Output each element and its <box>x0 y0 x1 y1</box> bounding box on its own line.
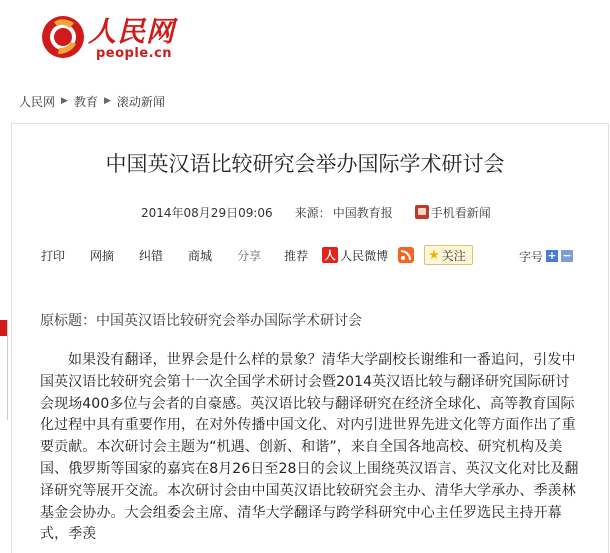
breadcrumb-separator-icon: ▶ <box>61 96 68 106</box>
font-increase-button[interactable]: + <box>547 249 557 262</box>
side-float-tab[interactable] <box>0 320 8 420</box>
breadcrumb-separator-icon: ▶ <box>103 96 111 106</box>
star-icon: ★ <box>428 247 440 263</box>
mobile-news-icon <box>415 205 429 219</box>
weibo-share-button[interactable] <box>322 247 388 264</box>
logo-chinese-text[interactable]: 人民网 <box>88 15 176 48</box>
mall-button[interactable]: 商城 <box>188 248 213 263</box>
logo-english-text[interactable]: people.cn <box>96 46 173 61</box>
article-datetime: 2014年08月29日09:06 <box>141 205 273 220</box>
article-paragraph: 如果没有翻译，世界会是什么样的景象？清华大学副校长谢维和一番追问，引发中国英汉语比较研究会第十一次全国学术研讨会暨2014英汉语比较与翻译研究国际研讨会现场400多位与会者的自豪感。英汉语比较与翻译研究在经济全球化、高等教育国际化过程中具有重要作用，在对外传播中国文化、对内引进世界先进文化等方面作出了重要贡献。本次研讨会主题为“机遇、创新、和谐”，来自全国各地高校、研究机构及美国、俄罗斯等国家的嘉宾在8月26日至28日的会议上围绕英汉语言、英汉文化对比及翻译研究等展开交流。本次研讨会由中国英汉语比较研究会主办、清华大学承办、季羡林基金会协办。大会组委会主席、清华大学翻译与跨学科研究中心主任罗选民主持开幕式，季羡 <box>40 352 579 543</box>
breadcrumb-item-home[interactable]: 人民网 <box>19 94 56 109</box>
article-title: 中国英汉语比较研究会举办国际学术研讨会 <box>105 152 505 176</box>
side-tab-marker <box>0 320 7 336</box>
source-label: 来源： <box>294 205 331 220</box>
share-label: 分享 <box>237 248 262 263</box>
article-toolbar <box>41 245 473 265</box>
people-logo-icon[interactable] <box>40 14 86 60</box>
breadcrumb-item-rolling-news[interactable]: 滚动新闻 <box>116 94 165 109</box>
font-decrease-button[interactable]: − <box>562 249 572 262</box>
bookmark-button[interactable]: 网摘 <box>90 248 115 263</box>
original-title: 原标题：中国英汉语比较研究会举办国际学术研讨会 <box>40 313 362 329</box>
article-meta <box>141 203 491 221</box>
follow-label: 关注 <box>441 248 466 263</box>
recommend-button[interactable]: 推荐 <box>284 248 309 263</box>
weibo-icon: 人 <box>322 247 338 263</box>
mobile-news-label: 手机看新闻 <box>430 205 491 220</box>
rss-icon[interactable] <box>398 247 414 263</box>
breadcrumb-item-education[interactable]: 教育 <box>73 94 98 109</box>
font-size-control <box>519 247 573 265</box>
mobile-news-link[interactable] <box>415 204 491 221</box>
source-name[interactable]: 中国教育报 <box>332 205 393 220</box>
weibo-label: 人民微博 <box>340 248 389 263</box>
font-size-label: 字号 <box>519 249 544 264</box>
site-header <box>0 0 610 80</box>
follow-button[interactable] <box>424 245 473 265</box>
correct-error-button[interactable]: 纠错 <box>139 248 164 263</box>
breadcrumb <box>19 92 165 110</box>
print-button[interactable]: 打印 <box>41 248 66 263</box>
